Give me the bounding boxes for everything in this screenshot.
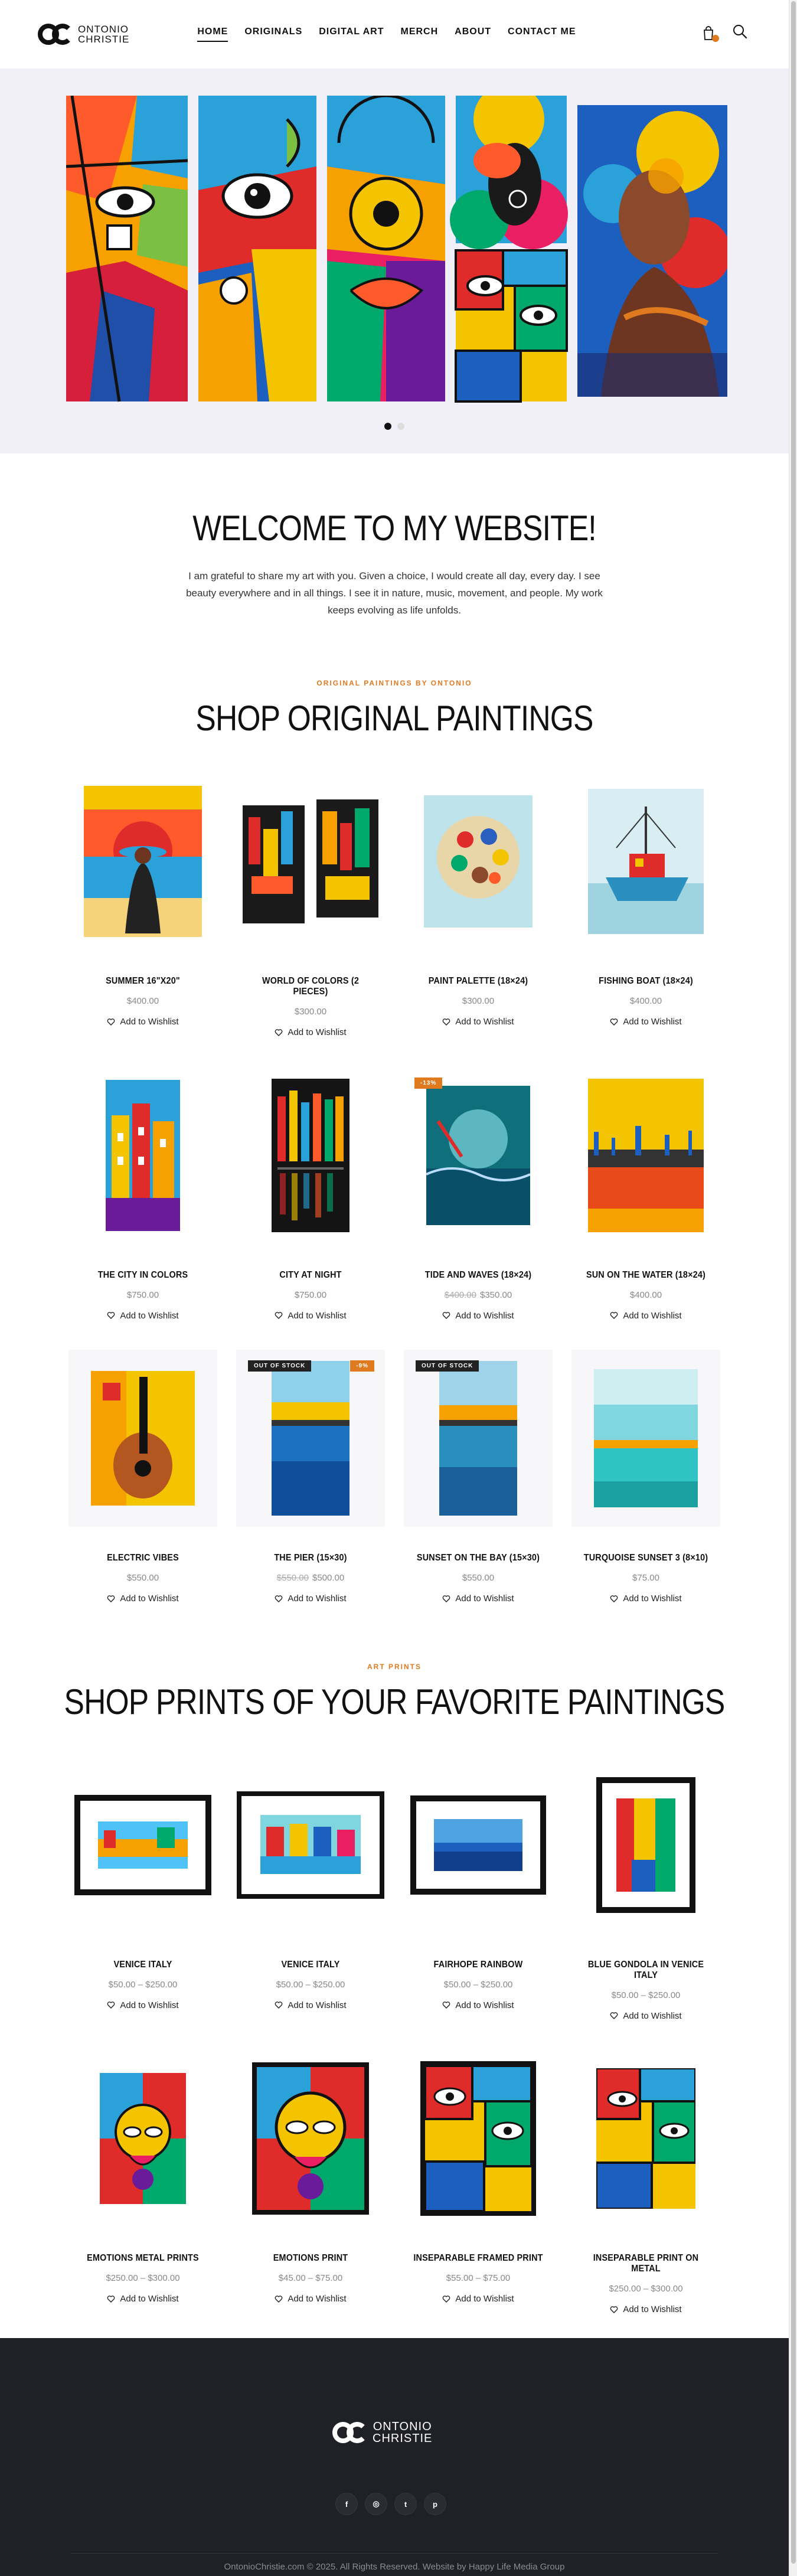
heart-icon [610,1018,618,1026]
product-name[interactable]: FAIRHOPE RAINBOW [433,1959,523,1970]
product-name[interactable]: EMOTIONS PRINT [273,2253,348,2263]
product-image[interactable] [404,1756,553,1934]
product-image[interactable] [571,1756,720,1934]
product-image[interactable] [236,1756,385,1934]
product-price: $50.00 – $250.00 [611,1990,681,2000]
product-price: $250.00 – $300.00 [106,2273,180,2283]
social-links [335,2493,446,2515]
product-name[interactable]: ELECTRIC VIBES [107,1553,179,1563]
heart-icon [610,1311,618,1320]
heart-icon [107,1018,115,1026]
nav-originals[interactable]: ORIGINALS [244,27,303,37]
heart-icon [442,2001,450,2009]
cart-count-badge [712,35,719,42]
heart-icon [610,1595,618,1603]
originals-section [0,619,789,1606]
product-card[interactable] [404,1756,553,2023]
add-to-wishlist-button[interactable]: Add to Wishlist [442,2000,514,2010]
prints-kicker: ART PRINTS [367,1662,422,1671]
product-name[interactable]: EMOTIONS METAL PRINTS [87,2253,199,2263]
page-scrollbar[interactable] [789,0,797,2576]
product-card[interactable] [68,773,217,1040]
add-to-wishlist-button[interactable]: Add to Wishlist [107,1311,178,1321]
product-image[interactable] [236,773,385,950]
originals-title: SHOP ORIGINAL PAINTINGS [195,698,593,738]
add-to-wishlist-button[interactable]: Add to Wishlist [610,1594,681,1604]
add-to-wishlist-button[interactable]: Add to Wishlist [275,2000,346,2010]
heart-icon [275,1311,283,1320]
product-name[interactable]: WORLD OF COLORS (2 PIECES) [262,976,360,997]
product-image[interactable] [404,2050,553,2227]
add-to-wishlist-button[interactable]: Add to Wishlist [275,1311,346,1321]
main-nav [197,27,576,42]
product-card[interactable] [404,1350,553,1606]
product-image[interactable] [236,1350,385,1527]
copyright-text: OntonioChristie.com © 2025. All Rights Reserved. Website by Happy Life Media Group [224,2562,565,2572]
product-name[interactable]: BLUE GONDOLA IN VENICE ITALY [587,1959,704,1980]
product-name[interactable]: PAINT PALETTE (18×24) [428,976,528,986]
originals-kicker: ORIGINAL PAINTINGS BY ONTONIO [316,679,472,687]
site-logo[interactable] [38,22,129,46]
header-icons [701,24,747,42]
prints-section [0,1606,789,2317]
add-to-wishlist-button[interactable]: Add to Wishlist [275,1027,346,1037]
product-image[interactable] [571,2050,720,2227]
out-of-stock-badge: OUT OF STOCK [248,1360,311,1372]
product-image[interactable] [404,1350,553,1527]
product-card[interactable] [571,773,720,1040]
footer-logo-mark [332,2421,368,2444]
add-to-wishlist-button[interactable]: Add to Wishlist [275,1594,346,1604]
product-name[interactable]: THE CITY IN COLORS [97,1269,188,1280]
slider-dot-2[interactable] [397,423,404,430]
product-image[interactable] [571,1067,720,1244]
footer-divider [71,2553,718,2554]
welcome-title: WELCOME TO MY WEBSITE! [192,508,596,548]
product-image[interactable] [68,2050,217,2227]
product-card[interactable] [571,1756,720,2023]
product-name[interactable]: FISHING BOAT (18×24) [599,976,693,986]
product-image[interactable] [68,1756,217,1934]
heart-icon [275,2295,283,2303]
product-image[interactable] [571,773,720,950]
twitter-icon[interactable]: t [394,2493,417,2515]
heart-icon [275,1595,283,1603]
prints-title: SHOP PRINTS OF YOUR FAVORITE PAINTINGS [64,1682,725,1722]
search-icon[interactable] [732,24,747,42]
prints-grid [68,1756,720,2317]
product-card[interactable] [236,2050,385,2317]
product-name[interactable]: CITY AT NIGHT [279,1269,342,1280]
product-price: $550.00 [126,1573,159,1583]
heart-icon [442,1018,450,1026]
welcome-text: I am grateful to share my art with you. Given a choice, I would create all day, every day. I see beauty everywhere and in all things. I see it in nature, music, movement, and people. My work keeps evolving as life unfolds. [186,570,603,616]
product-price: $400.00 $350.00 [444,1289,512,1300]
product-price: $75.00 [632,1573,659,1583]
add-to-wishlist-button[interactable]: Add to Wishlist [107,2000,178,2010]
product-image[interactable] [236,2050,385,2227]
facebook-icon[interactable]: f [335,2493,358,2515]
footer-logo-text: ONTONIO CHRISTIE [373,2420,433,2445]
logo-text: ONTONIO CHRISTIE [78,24,130,45]
product-name[interactable]: SUNSET ON THE BAY (15×30) [416,1553,540,1563]
add-to-wishlist-button[interactable]: Add to Wishlist [442,2294,514,2304]
add-to-wishlist-button[interactable]: Add to Wishlist [610,1017,681,1027]
product-price: $50.00 – $250.00 [108,1979,178,1990]
product-card[interactable] [236,773,385,1040]
heart-icon [442,2295,450,2303]
site-footer [0,2338,789,2576]
heart-icon [107,2295,115,2303]
product-image[interactable] [571,1350,720,1527]
product-name[interactable]: TIDE AND WAVES (18×24) [424,1269,532,1280]
product-name[interactable]: INSEPARABLE FRAMED PRINT [413,2253,543,2263]
product-card[interactable] [571,1350,720,1606]
add-to-wishlist-button[interactable]: Add to Wishlist [107,1594,178,1604]
product-price: $400.00 [126,996,159,1006]
scrollbar-thumb[interactable] [791,1,796,2564]
product-card[interactable] [68,1067,217,1323]
add-to-wishlist-button[interactable]: Add to Wishlist [275,2294,346,2304]
product-card[interactable] [68,1756,217,2023]
sale-badge: -13% [414,1078,442,1089]
product-name[interactable]: SUMMER 16"X20" [106,976,180,986]
footer-logo[interactable] [332,2421,432,2444]
slider-dot-1[interactable] [384,423,391,430]
heart-icon [107,2001,115,2009]
heart-icon [610,2306,618,2314]
product-name[interactable]: TURQUOISE SUNSET 3 (8×10) [583,1553,708,1563]
heart-icon [275,1029,283,1037]
nav-merch[interactable]: MERCH [400,27,439,37]
add-to-wishlist-button[interactable]: Add to Wishlist [442,1017,514,1027]
welcome-section [0,453,789,619]
add-to-wishlist-button[interactable]: Add to Wishlist [610,2011,681,2021]
product-card[interactable] [404,2050,553,2317]
product-image[interactable] [68,773,217,950]
heart-icon [107,1595,115,1603]
product-price: $400.00 [629,1289,662,1300]
product-card[interactable] [571,2050,720,2317]
nav-home[interactable]: HOME [197,27,228,42]
heart-icon [275,2001,283,2009]
hero-artwork [66,96,727,407]
heart-icon [442,1595,450,1603]
nav-about[interactable]: ABOUT [455,27,492,37]
add-to-wishlist-button[interactable]: Add to Wishlist [442,1594,514,1604]
nav-contact-me[interactable]: CONTACT ME [508,27,576,37]
product-price: $50.00 – $250.00 [276,1979,345,1990]
product-name[interactable]: VENICE ITALY [281,1959,340,1970]
product-image[interactable] [404,773,553,950]
product-price: $50.00 – $250.00 [443,1979,513,1990]
heart-icon [610,2012,618,2020]
product-price: $750.00 [294,1289,327,1300]
product-price: $300.00 [294,1007,327,1017]
slider-dots [0,423,789,430]
product-name[interactable]: INSEPARABLE PRINT ON METAL [593,2253,699,2274]
product-price: $300.00 [462,996,495,1006]
product-card[interactable] [236,1067,385,1323]
product-name[interactable]: SUN ON THE WATER (18×24) [586,1269,706,1280]
logo-mark [38,22,73,46]
product-price: $250.00 – $300.00 [609,2284,683,2294]
product-image[interactable] [236,1067,385,1244]
product-card[interactable] [236,1756,385,2023]
product-card[interactable] [571,1067,720,1323]
nav-digital-art[interactable]: DIGITAL ART [319,27,384,37]
product-price: $55.00 – $75.00 [446,2273,511,2283]
hero-slider [0,68,789,453]
product-card[interactable] [68,2050,217,2317]
sale-badge: -9% [350,1360,374,1372]
pinterest-icon[interactable]: p [424,2493,446,2515]
cart-icon[interactable] [701,25,716,41]
add-to-wishlist-button[interactable]: Add to Wishlist [107,2294,178,2304]
product-card[interactable] [404,1067,553,1323]
heart-icon [442,1311,450,1320]
originals-grid [68,773,720,1606]
add-to-wishlist-button[interactable]: Add to Wishlist [442,1311,514,1321]
heart-icon [107,1311,115,1320]
product-name[interactable]: VENICE ITALY [113,1959,172,1970]
out-of-stock-badge: OUT OF STOCK [416,1360,479,1372]
add-to-wishlist-button[interactable]: Add to Wishlist [610,1311,681,1321]
product-image[interactable] [68,1067,217,1244]
add-to-wishlist-button[interactable]: Add to Wishlist [610,2304,681,2314]
instagram-icon[interactable]: ◎ [365,2493,387,2515]
site-header [0,0,789,68]
product-card[interactable] [68,1350,217,1606]
product-price: $750.00 [126,1289,159,1300]
product-price: $550.00 [462,1573,495,1583]
product-card[interactable] [404,773,553,1040]
product-image[interactable] [404,1067,553,1244]
product-price: $45.00 – $75.00 [278,2273,343,2283]
product-price: $550.00 $500.00 [276,1573,345,1583]
product-image[interactable] [68,1350,217,1527]
product-name[interactable]: THE PIER (15×30) [274,1553,347,1563]
add-to-wishlist-button[interactable]: Add to Wishlist [107,1017,178,1027]
product-price: $400.00 [629,996,662,1006]
product-card[interactable] [236,1350,385,1606]
